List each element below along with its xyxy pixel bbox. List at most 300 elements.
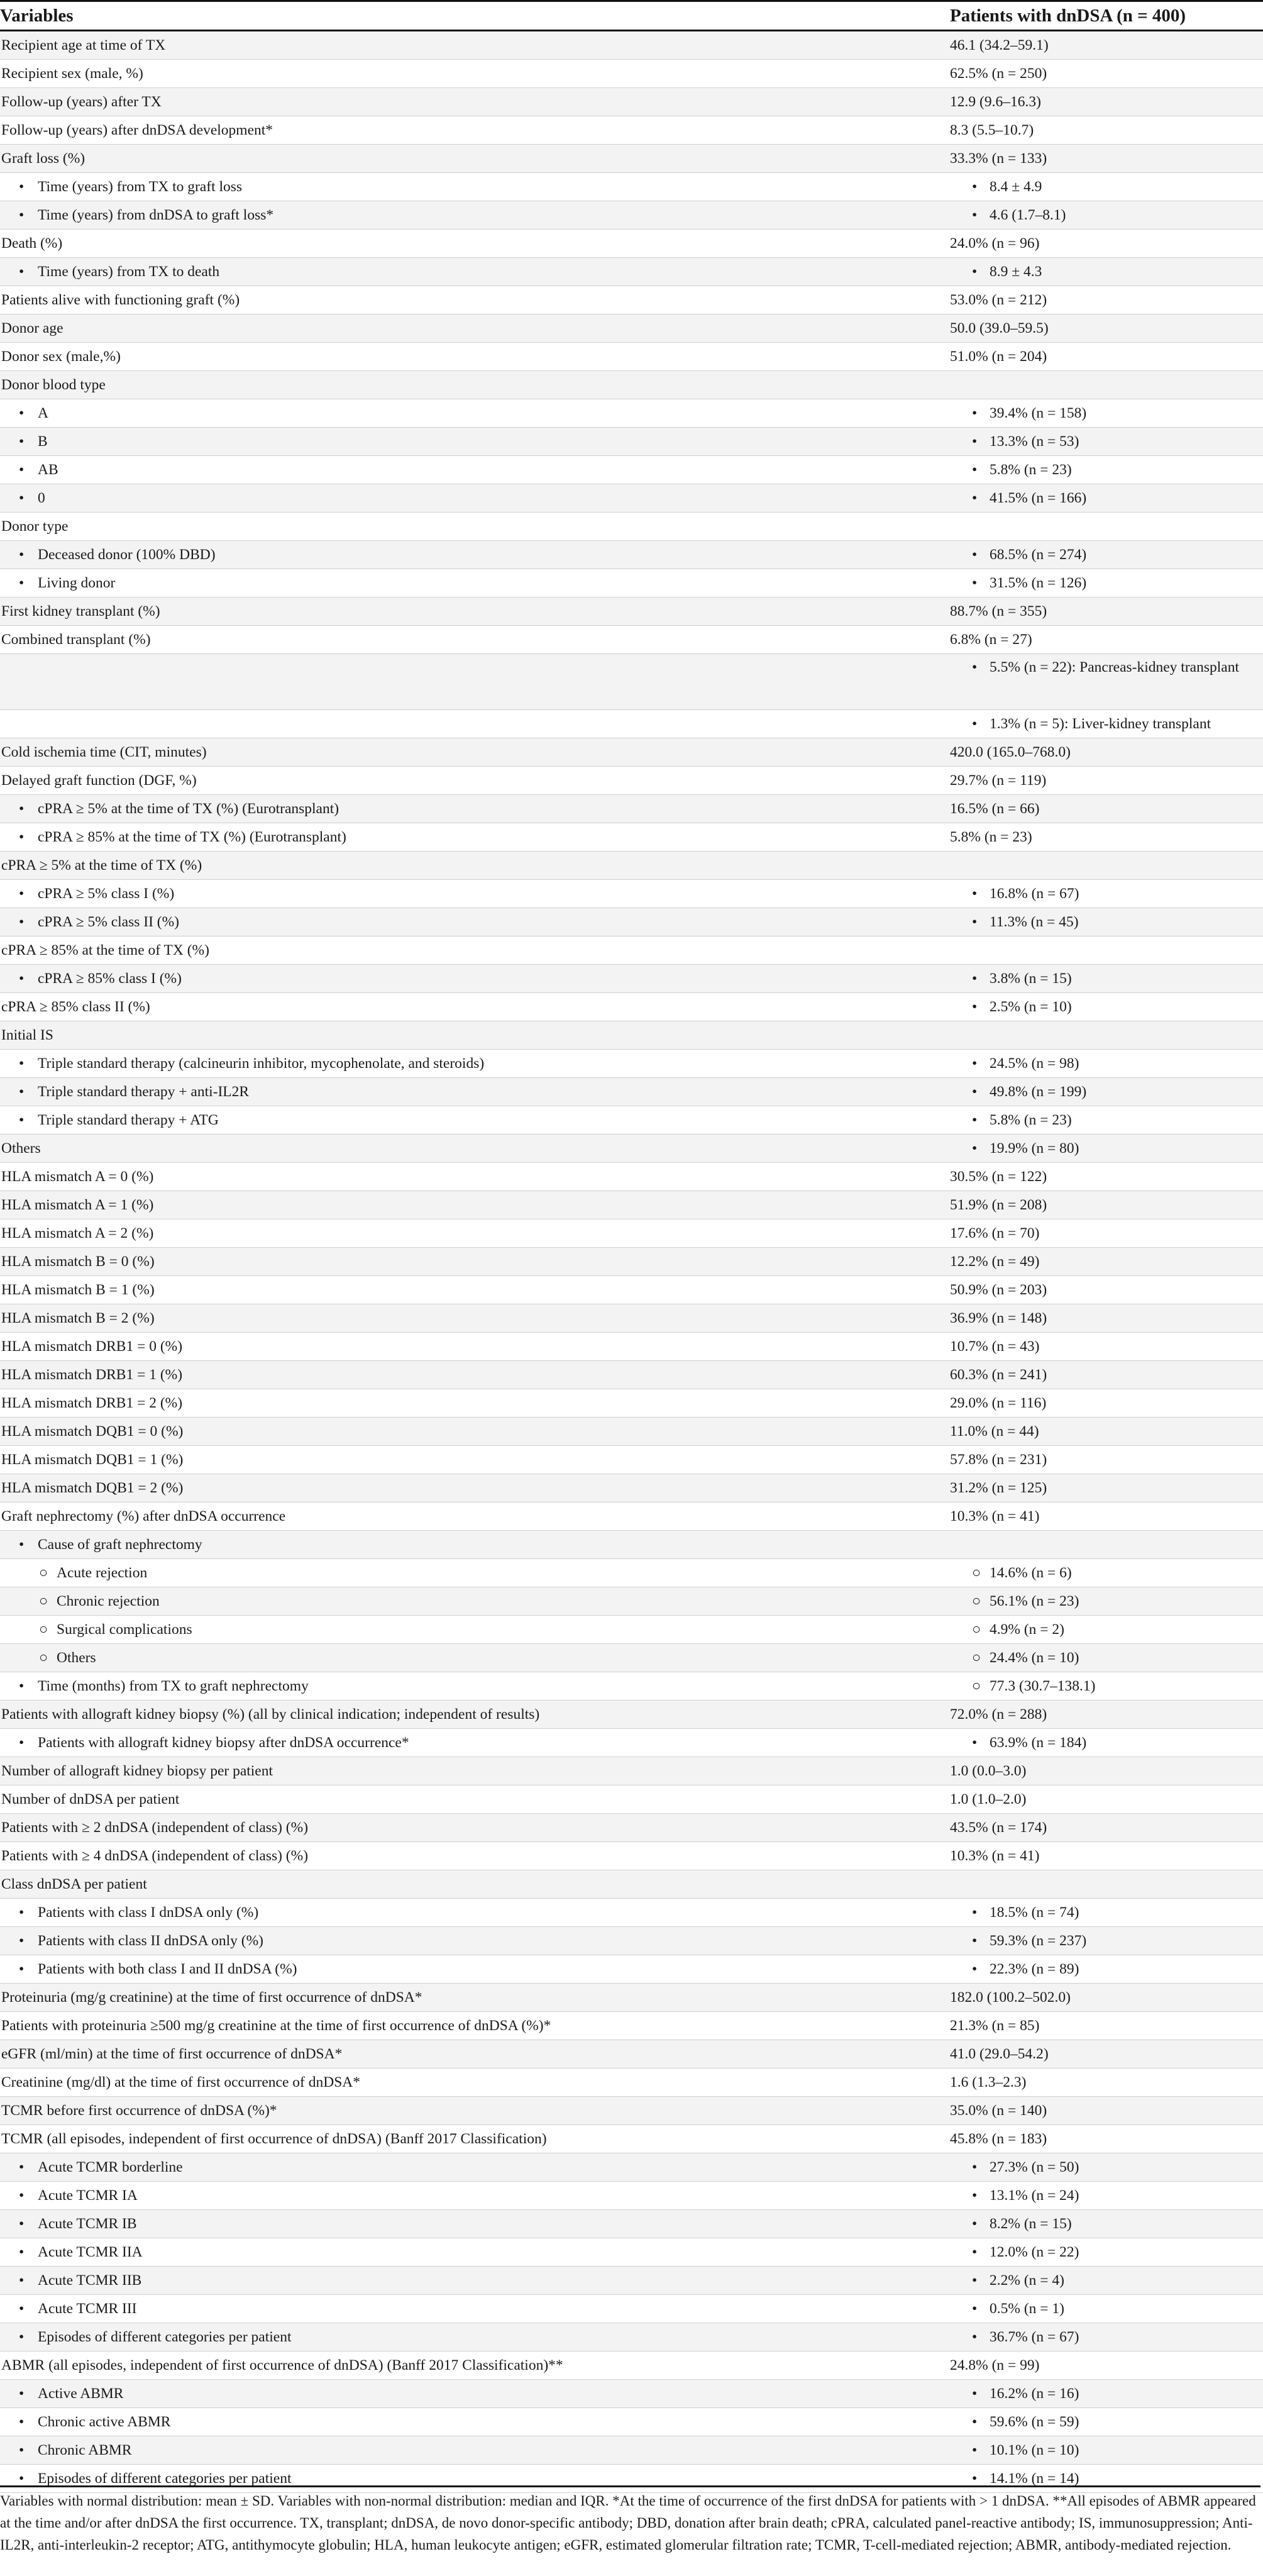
row-label-text: Class dnDSA per patient [1, 1876, 147, 1892]
bullet-icon: • [19, 2216, 25, 2232]
row-label-text: TCMR (all episodes, independent of first occurrence of dnDSA) (Banff 2017 Classification) [1, 2131, 547, 2147]
row-label-text: HLA mismatch DRB1 = 2 (%) [1, 1395, 183, 1411]
row-label [19, 823, 346, 851]
table-row [0, 399, 1263, 428]
table-row [0, 2210, 1263, 2238]
row-label [19, 880, 174, 908]
row-value [950, 767, 1046, 794]
bullet-icon: • [19, 433, 25, 450]
bullet-icon: • [972, 2385, 978, 2402]
bullet-icon: • [972, 433, 978, 450]
row-label [1, 1021, 53, 1049]
table-row [0, 852, 1263, 880]
row-value-text: 8.4 ± 4.9 [990, 179, 1042, 195]
row-label-text: Donor sex (male,%) [1, 348, 121, 365]
bullet-icon: • [972, 1140, 978, 1157]
row-value [950, 314, 1049, 342]
bullet-icon: • [972, 970, 978, 987]
row-label-text: ABMR (all episodes, independent of first occurrence of dnDSA) (Banff 2017 Classification)** [1, 2357, 563, 2373]
circle-bullet-icon: ○ [972, 1650, 981, 1666]
row-label [1, 1474, 183, 1502]
row-label [19, 2408, 170, 2436]
bullet-icon: • [972, 1904, 978, 1921]
row-value [972, 1899, 1079, 1926]
row-label [1, 1135, 41, 1162]
bullet-icon: • [19, 207, 25, 223]
row-value-text: 5.5% (n = 22): Pancreas-kidney transplant [990, 659, 1239, 675]
row-value [972, 710, 1211, 738]
row-value [972, 1106, 1072, 1134]
row-value-text: 10.3% (n = 41) [950, 1848, 1040, 1864]
table-row [0, 1616, 1263, 1644]
row-label [1, 597, 160, 625]
row-label-text: A [38, 405, 48, 421]
row-value-text: 60.3% (n = 241) [950, 1367, 1047, 1383]
bullet-icon: • [19, 575, 25, 591]
table-row [0, 2125, 1263, 2153]
row-value-text: 51.9% (n = 208) [950, 1197, 1047, 1213]
table-row [0, 1814, 1263, 1842]
row-label [19, 2267, 141, 2294]
circle-bullet-icon: ○ [39, 1650, 48, 1666]
header-patients: Patients with dnDSA (n = 400) [950, 6, 1186, 26]
row-label [19, 2380, 123, 2407]
row-label [19, 965, 182, 992]
row-value [972, 908, 1079, 936]
bullet-icon: • [19, 2470, 25, 2487]
row-value-text: 22.3% (n = 89) [990, 1961, 1079, 1977]
row-value-text: 62.5% (n = 250) [950, 65, 1047, 82]
row-label [39, 1587, 160, 1615]
row-label [19, 1672, 309, 1700]
table-row [0, 2097, 1263, 2125]
row-label [1, 1842, 308, 1870]
table-body [0, 31, 1263, 2493]
bullet-icon: • [19, 1961, 25, 1977]
row-value-text: 41.0 (29.0–54.2) [950, 2046, 1049, 2062]
row-label-text: Number of dnDSA per patient [1, 1791, 180, 1807]
row-label-text: First kidney transplant (%) [1, 603, 160, 619]
row-value-text: 5.8% (n = 23) [990, 462, 1072, 478]
row-value-text: 6.8% (n = 27) [950, 631, 1032, 648]
row-label [19, 2295, 137, 2323]
row-value [972, 2267, 1064, 2294]
table-row [0, 258, 1263, 286]
row-label-text: cPRA ≥ 5% at the time of TX (%) (Eurotransplant) [38, 801, 339, 817]
row-label [19, 484, 45, 512]
row-label [19, 399, 48, 427]
row-label-text: cPRA ≥ 85% class II (%) [1, 999, 150, 1015]
table-row [0, 286, 1263, 314]
table-row [0, 626, 1263, 654]
table-row [0, 1276, 1263, 1304]
table-row [0, 1389, 1263, 1418]
row-value-text: 24.5% (n = 98) [990, 1055, 1079, 1072]
bullet-icon: • [972, 264, 978, 280]
bullet-icon: • [19, 2244, 25, 2260]
row-label [1, 314, 63, 342]
bullet-icon: • [19, 1904, 25, 1921]
row-value [950, 116, 1034, 144]
row-value-text: 1.0 (1.0–2.0) [950, 1791, 1027, 1807]
row-value-text: 1.6 (1.3–2.3) [950, 2074, 1027, 2090]
row-value-text: 31.2% (n = 125) [950, 1480, 1047, 1496]
table-row [0, 1559, 1263, 1587]
bullet-icon: • [972, 999, 978, 1015]
table-row [0, 1502, 1263, 1531]
row-value-text: 182.0 (100.2–502.0) [950, 1989, 1071, 2006]
table-row [0, 1870, 1263, 1899]
row-label [1, 2125, 547, 2153]
row-value [950, 597, 1047, 625]
row-value-text: 8.3 (5.5–10.7) [950, 122, 1034, 138]
table-row [0, 2153, 1263, 2182]
row-label [1, 993, 150, 1021]
row-label-text: Triple standard therapy (calcineurin inhibitor, mycophenolate, and steroids) [38, 1055, 485, 1072]
row-value [950, 1333, 1039, 1360]
table-row [0, 343, 1263, 371]
row-label [1, 1984, 422, 2011]
table-row [0, 2408, 1263, 2436]
row-value-text: 27.3% (n = 50) [990, 2159, 1079, 2175]
row-label-text: Delayed graft function (DGF, %) [1, 772, 197, 789]
row-value-text: 21.3% (n = 85) [950, 2018, 1040, 2034]
bullet-icon: • [972, 886, 978, 902]
row-label [19, 2238, 143, 2266]
row-label-text: HLA mismatch DQB1 = 0 (%) [1, 1423, 184, 1440]
row-label [19, 2153, 183, 2181]
row-label-text: Patients with ≥ 4 dnDSA (independent of class) (%) [1, 1848, 309, 1864]
row-value [972, 993, 1072, 1021]
row-label [1, 738, 207, 766]
row-label [19, 1927, 263, 1955]
bullet-icon: • [972, 2414, 978, 2430]
row-value [950, 286, 1047, 314]
table-row [0, 1021, 1263, 1050]
row-label [1, 1276, 155, 1304]
row-label-text: 0 [38, 490, 45, 506]
table-row [0, 1050, 1263, 1078]
table-row [0, 60, 1263, 88]
row-label [39, 1644, 96, 1672]
row-value-text: 29.0% (n = 116) [950, 1395, 1047, 1411]
row-label-text: Episodes of different categories per patient [38, 2329, 292, 2345]
row-value [972, 2295, 1064, 2323]
row-value [972, 658, 1263, 677]
row-label [19, 1050, 484, 1077]
bullet-icon: • [19, 801, 25, 817]
row-label-text: cPRA ≥ 5% class I (%) [38, 886, 175, 902]
circle-bullet-icon: ○ [39, 1565, 48, 1581]
row-value [950, 626, 1032, 653]
row-value [950, 1757, 1026, 1785]
table-row [0, 2323, 1263, 2351]
row-value-text: 35.0% (n = 140) [950, 2102, 1047, 2119]
row-label [1, 2068, 360, 2096]
row-label-text: Episodes of different categories per patient [38, 2470, 292, 2487]
bullet-icon: • [972, 179, 978, 195]
row-label [19, 908, 179, 936]
row-label [1, 626, 151, 653]
row-value-text: 5.8% (n = 23) [950, 829, 1032, 845]
row-value-text: 77.3 (30.7–138.1) [990, 1678, 1096, 1694]
row-label-text: Others [57, 1650, 96, 1666]
row-label-text: Acute TCMR IA [38, 2187, 138, 2204]
table-row [0, 2182, 1263, 2210]
row-value [972, 2380, 1079, 2407]
table-row [0, 1163, 1263, 1191]
row-value [950, 1389, 1046, 1417]
row-value-text: 68.5% (n = 274) [990, 547, 1087, 563]
row-value-text: 12.2% (n = 49) [950, 1253, 1040, 1270]
table-row [0, 1899, 1263, 1927]
table-row [0, 1191, 1263, 1219]
table-row [0, 1219, 1263, 1248]
bullet-icon: • [19, 179, 25, 195]
row-label [1, 513, 68, 540]
row-value-text: 51.0% (n = 204) [950, 348, 1047, 365]
row-value-text: 30.5% (n = 122) [950, 1169, 1047, 1185]
bullet-icon: • [19, 2187, 25, 2204]
row-value-text: 13.3% (n = 53) [990, 433, 1079, 450]
row-label [1, 1446, 183, 1474]
row-label-text: Proteinuria (mg/g creatinine) at the time of first occurrence of dnDSA* [1, 1989, 422, 2006]
bullet-icon: • [972, 2159, 978, 2175]
row-value [972, 456, 1072, 484]
row-value-text: 24.8% (n = 99) [950, 2357, 1040, 2373]
row-label [1, 31, 165, 59]
row-label-text: Acute TCMR IB [38, 2216, 137, 2232]
row-label-text: Patients with proteinuria ≥500 mg/g creatinine at the time of first occurrence of dnDSA (%)* [1, 2018, 551, 2034]
row-label-text: Follow-up (years) after TX [1, 94, 162, 110]
row-label-text: Acute rejection [57, 1565, 148, 1581]
row-value-text: 41.5% (n = 166) [990, 490, 1087, 506]
table-row [0, 88, 1263, 116]
table-row [0, 1135, 1263, 1163]
row-label-text: HLA mismatch B = 0 (%) [1, 1253, 155, 1270]
row-label [1, 1814, 308, 1841]
row-label-text: cPRA ≥ 5% at the time of TX (%) [1, 857, 202, 874]
bullet-icon: • [972, 462, 978, 478]
row-label [19, 541, 216, 569]
row-label [1, 1785, 179, 1813]
row-label-text: Triple standard therapy + ATG [38, 1112, 219, 1128]
row-label [1, 1333, 182, 1360]
row-label [1, 1219, 153, 1247]
circle-bullet-icon: ○ [972, 1593, 981, 1609]
bullet-icon: • [19, 2442, 25, 2458]
bullet-icon: • [19, 1112, 25, 1128]
bullet-icon: • [19, 886, 25, 902]
row-label [19, 1899, 258, 1926]
row-value-text: 14.1% (n = 14) [990, 2470, 1079, 2487]
row-label-text: Patients with class II dnDSA only (%) [38, 1933, 263, 1949]
row-value-text: 0.5% (n = 1) [990, 2301, 1064, 2317]
bullet-icon: • [19, 462, 25, 478]
row-label-text: Others [1, 1140, 41, 1157]
row-label [1, 88, 162, 116]
row-label [19, 795, 339, 823]
row-value-text: 8.9 ± 4.3 [990, 264, 1042, 280]
row-label-text: HLA mismatch DQB1 = 1 (%) [1, 1452, 184, 1468]
table-row [0, 1701, 1263, 1729]
row-value [950, 2351, 1039, 2379]
row-value-text: 5.8% (n = 23) [990, 1112, 1072, 1128]
table-row [0, 1729, 1263, 1757]
row-label [39, 1559, 147, 1587]
row-value [950, 823, 1032, 851]
row-label-text: HLA mismatch DRB1 = 1 (%) [1, 1367, 183, 1383]
row-value [972, 1587, 1079, 1615]
row-value-text: 4.9% (n = 2) [990, 1621, 1064, 1638]
table-row [0, 654, 1263, 710]
row-value [950, 2125, 1047, 2153]
row-label [1, 1248, 155, 1275]
circle-bullet-icon: ○ [972, 1678, 981, 1694]
table-row [0, 1078, 1263, 1106]
bullet-icon: • [972, 2216, 978, 2232]
row-value [972, 201, 1066, 229]
bullet-icon: • [19, 1678, 25, 1694]
table-row [0, 795, 1263, 823]
table-row [0, 1333, 1263, 1361]
row-label [19, 2182, 138, 2209]
row-value-text: 39.4% (n = 158) [990, 405, 1087, 421]
row-value [972, 1927, 1086, 1955]
row-label-text: Creatinine (mg/dl) at the time of first occurrence of dnDSA* [1, 2074, 360, 2090]
row-label-text: Chronic rejection [57, 1593, 160, 1609]
row-label [1, 1701, 539, 1728]
row-value [950, 1842, 1039, 1870]
row-label-text: cPRA ≥ 85% at the time of TX (%) [1, 942, 209, 958]
bullet-icon: • [19, 1055, 25, 1072]
table-row [0, 484, 1263, 513]
row-label-text: Death (%) [1, 235, 63, 252]
table-row [0, 1672, 1263, 1701]
table-row [0, 173, 1263, 201]
bullet-icon: • [19, 1084, 25, 1100]
bullet-icon: • [972, 1055, 978, 1072]
row-label [1, 1757, 273, 1785]
bullet-icon: • [19, 2301, 25, 2317]
row-label [1, 1361, 182, 1389]
row-label-text: Initial IS [1, 1027, 53, 1043]
row-value-text: 12.0% (n = 22) [990, 2244, 1079, 2260]
row-value [972, 2323, 1079, 2351]
row-value [972, 1050, 1079, 1077]
row-value [950, 738, 1071, 766]
row-value [950, 2068, 1026, 2096]
row-label [19, 1955, 297, 1983]
row-value [972, 399, 1086, 427]
row-label-text: Acute TCMR borderline [38, 2159, 183, 2175]
table-row [0, 1106, 1263, 1135]
row-value-text: 1.3% (n = 5): Liver-kidney transplant [990, 716, 1211, 732]
row-value [972, 428, 1079, 455]
bullet-icon: • [972, 1112, 978, 1128]
table-row [0, 710, 1263, 738]
table-row [0, 428, 1263, 456]
row-value [950, 1219, 1039, 1247]
row-label-text: HLA mismatch B = 1 (%) [1, 1282, 155, 1298]
row-label-text: Cause of graft nephrectomy [38, 1536, 202, 1553]
row-label [19, 456, 58, 484]
row-label [1, 1191, 153, 1219]
row-value-text: 18.5% (n = 74) [990, 1904, 1079, 1921]
row-value-text: 31.5% (n = 126) [990, 575, 1087, 591]
row-value-text: 12.9 (9.6–16.3) [950, 94, 1041, 110]
row-label [1, 1870, 147, 1898]
row-value-text: 10.3% (n = 41) [950, 1508, 1040, 1524]
bullet-icon: • [972, 2442, 978, 2458]
bullet-icon: • [19, 2272, 25, 2289]
row-value-text: 10.7% (n = 43) [950, 1338, 1040, 1355]
row-value-text: 10.1% (n = 10) [990, 2442, 1079, 2458]
row-label [19, 1531, 202, 1558]
row-value [950, 230, 1039, 257]
bullet-icon: • [972, 2301, 978, 2317]
table-row [0, 965, 1263, 993]
row-label-text: TCMR before first occurrence of dnDSA (%)* [1, 2102, 277, 2119]
row-value [972, 965, 1072, 992]
row-label-text: Time (years) from dnDSA to graft loss* [38, 207, 274, 223]
row-value [972, 258, 1042, 286]
table-row [0, 1955, 1263, 1984]
row-label-text: eGFR (ml/min) at the time of first occurrence of dnDSA* [1, 2046, 343, 2062]
table-row [0, 2012, 1263, 2040]
table-row [0, 2295, 1263, 2323]
row-label-text: Cold ischemia time (CIT, minutes) [1, 744, 207, 760]
row-label [1, 286, 240, 314]
bullet-icon: • [19, 829, 25, 845]
bullet-icon: • [972, 716, 978, 732]
circle-bullet-icon: ○ [972, 1565, 981, 1581]
row-label-text: Time (months) from TX to graft nephrectomy [38, 1678, 309, 1694]
row-value-text: 19.9% (n = 80) [990, 1140, 1079, 1157]
table-row [0, 880, 1263, 908]
row-value [950, 145, 1047, 172]
row-value [950, 343, 1047, 370]
bullet-icon: • [19, 547, 25, 563]
row-value [972, 173, 1042, 201]
table-footnote: Variables with normal distribution: mean ± SD. Variables with non-normal distribution: median and IQR. *At the time of occurrence of the first dnDSA for patients with > 1 dnDSA. **All episodes of ABMR appeared at the time and/or after dnDSA the first occurrence. TX, transplant; dnDSA, de novo donor-specific antibody; DBD, donation after brain death; cPRA, calculated panel-reactive antibody; IS, immunosuppression; Anti-IL2R, anti-interleukin-2 receptor; ATG, antithymocyte globulin; HLA, human leukocyte antigen; eGFR, estimated glomerular filtration rate; TCMR, T-cell-mediated rejection; ABMR, antibody-mediated rejection. [0, 2485, 1260, 2556]
table-row [0, 2267, 1263, 2295]
row-value [950, 2097, 1047, 2124]
table-row [0, 1587, 1263, 1616]
row-value [950, 31, 1049, 59]
row-label [1, 60, 143, 87]
table-row [0, 767, 1263, 795]
row-label [1, 1502, 285, 1530]
row-value [950, 2040, 1049, 2068]
table-row [0, 201, 1263, 230]
row-value-text: 59.6% (n = 59) [990, 2414, 1079, 2430]
row-label-text: Patients with allograft kidney biopsy after dnDSA occurrence* [38, 1735, 409, 1751]
bullet-icon: • [972, 1084, 978, 1100]
row-label [1, 852, 202, 879]
bullet-icon: • [972, 1933, 978, 1949]
bullet-icon: • [19, 970, 25, 987]
table-row [0, 936, 1263, 965]
row-value [972, 1135, 1079, 1162]
table-row [0, 1785, 1263, 1814]
row-label [1, 1418, 183, 1445]
table-row [0, 2238, 1263, 2267]
row-value-text: 36.9% (n = 148) [950, 1310, 1047, 1326]
table-row [0, 908, 1263, 936]
row-value-text: 16.2% (n = 16) [990, 2385, 1079, 2402]
row-label [19, 258, 219, 286]
